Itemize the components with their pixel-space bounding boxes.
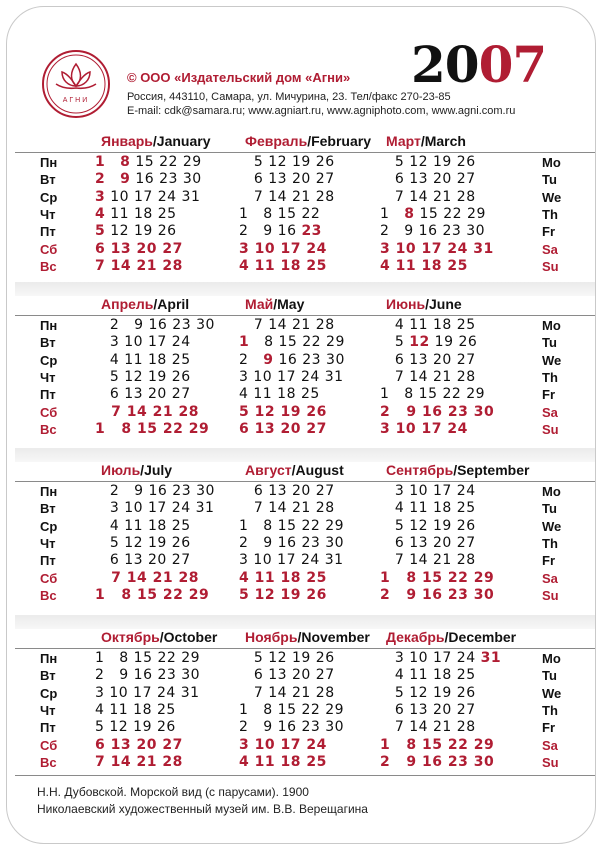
month-name-ru: Июнь	[386, 296, 426, 312]
month-title	[386, 629, 516, 645]
week-row: 3 10 17 24 31	[95, 684, 200, 701]
month-name-en: December	[448, 629, 517, 645]
day-label-ru: Ср	[40, 352, 58, 368]
section-stripe	[15, 282, 596, 296]
month-name-ru: Май	[245, 296, 274, 312]
week-row: 5 12 19 26	[253, 154, 335, 170]
day-label-en: Th	[542, 369, 558, 385]
day-label-ru: Пт	[40, 387, 56, 403]
month-name-ru: Декабрь	[386, 629, 445, 645]
week-row: 2 9 16 23 30	[380, 403, 495, 420]
week-row: 7 14 21 28	[394, 552, 476, 569]
publisher-name: © ООО «Издательский дом «Агни»	[127, 70, 351, 85]
month-separator: /	[273, 296, 278, 312]
week-row: 1 8 15 22	[239, 205, 321, 222]
calendar-card	[6, 6, 596, 844]
week-row: 7 14 21 28	[253, 188, 335, 205]
day-label-ru: Сб	[40, 241, 58, 257]
month-separator: /	[153, 296, 158, 312]
month-title	[245, 133, 371, 149]
week-row: 2 9 16 23	[239, 223, 322, 240]
day-label-en: Su	[542, 421, 559, 437]
week-row: 3 10 17 24	[394, 483, 476, 499]
day-label-en: Su	[542, 587, 559, 603]
month-name-ru: Март	[386, 133, 421, 149]
day-label-en: Fr	[542, 553, 555, 569]
week-row: 4 11 18 25	[394, 500, 476, 517]
day-label-en: Mo	[542, 155, 561, 170]
day-label-en: Th	[542, 535, 558, 551]
month-name-en: January	[156, 133, 211, 149]
week-row: 2 9 16 23 30	[95, 667, 201, 684]
month-title	[101, 462, 172, 478]
day-label-ru: Пт	[40, 224, 56, 240]
day-label-en: Tu	[542, 335, 557, 351]
month-name-ru: Апрель	[101, 296, 154, 312]
day-label-ru: Ср	[40, 518, 58, 534]
month-separator: /	[425, 296, 429, 312]
day-label-en: Sa	[542, 241, 558, 257]
month-separator: /	[307, 133, 312, 149]
month-name-en: October	[163, 629, 218, 645]
month-name-ru: Октябрь	[101, 629, 160, 645]
month-title	[245, 629, 370, 645]
holiday-date: 9	[263, 351, 274, 368]
week-row: 6 13 20 27	[253, 483, 335, 499]
holiday-date: 9	[120, 171, 131, 188]
month-name-en: April	[157, 296, 190, 312]
day-label-en: Tu	[542, 501, 557, 517]
day-label-en: Fr	[542, 387, 555, 403]
day-label-en: Sa	[542, 404, 558, 420]
week-row: 6 13 20 27	[394, 701, 476, 718]
month-separator: /	[444, 629, 449, 645]
week-row: 3 10 17 24	[380, 420, 468, 437]
day-label-ru: Вт	[40, 501, 56, 517]
week-row: 4 11 18 25	[239, 753, 327, 770]
week-row: 6 13 20 27	[394, 534, 476, 551]
week-row: 3 10 17 24 31	[239, 552, 344, 569]
day-label-ru: Вс	[40, 258, 57, 274]
week-row: 7 14 21 28	[253, 317, 335, 333]
month-name-ru: Январь	[101, 133, 153, 149]
month-title	[386, 296, 462, 312]
day-label-ru: Вс	[40, 587, 57, 603]
month-name-en: June	[428, 296, 462, 312]
week-row: 4 11 18 25	[109, 351, 191, 368]
day-label-en: Mo	[542, 484, 561, 499]
day-label-en: Su	[542, 258, 559, 274]
week-row: 2 9 16 23 30	[109, 483, 215, 499]
week-row: 5 12 19 26	[394, 334, 478, 351]
day-label-en: We	[542, 685, 562, 701]
week-row: 3 10 17 24 31	[394, 650, 502, 666]
week-row: 3 10 17 24	[239, 240, 327, 257]
holiday-date: 23	[301, 223, 322, 240]
week-row: 6 13 20 27	[109, 552, 191, 569]
month-name-ru: Ноябрь	[245, 629, 298, 645]
day-label-en: We	[542, 518, 562, 534]
day-label-ru: Пн	[40, 651, 58, 666]
week-row: 2 9 16 23 30	[239, 351, 345, 368]
day-label-ru: Ср	[40, 685, 58, 701]
month-separator: /	[152, 133, 157, 149]
day-label-en: Mo	[542, 318, 561, 333]
holiday-date: 4	[239, 753, 250, 770]
week-row: 4 11 18 25	[394, 317, 476, 333]
day-label-ru: Сб	[40, 737, 58, 753]
week-row: 1 8 15 22 29	[380, 386, 486, 403]
day-label-ru: Вт	[40, 172, 56, 188]
day-label-en: Tu	[542, 172, 557, 188]
week-row: 5 12 19 26	[239, 403, 327, 420]
day-label-en: We	[542, 189, 562, 205]
month-name-en: July	[144, 462, 173, 478]
week-row: 7 14 21 28	[95, 753, 183, 770]
week-row: 6 13 20 27	[253, 171, 335, 188]
week-row: 7 14 21 28	[394, 368, 476, 385]
week-row: 2 9 16 23 30	[239, 534, 345, 551]
section-divider	[15, 315, 596, 316]
day-label-en: Th	[542, 206, 558, 222]
month-name-ru: Август	[245, 462, 292, 478]
day-label-ru: Вт	[40, 335, 56, 351]
week-row: 2 9 16 23 30	[380, 753, 495, 770]
week-row: 3 10 17 24 31	[380, 240, 494, 257]
month-title	[386, 462, 529, 478]
week-row: 7 14 21 28	[111, 403, 199, 420]
day-label-ru: Пн	[40, 318, 58, 333]
year-part-1: 20	[411, 35, 479, 94]
month-name-en: March	[424, 133, 466, 149]
week-row: 4 11 18 25	[239, 386, 320, 403]
week-row: 7 14 21 28	[95, 257, 183, 274]
week-row: 3 10 17 24	[109, 334, 191, 351]
day-label-en: Th	[542, 702, 558, 718]
week-row: 5 12 19 26	[239, 586, 327, 603]
holiday-date: 1	[239, 334, 250, 351]
lotus-logo-icon	[40, 48, 112, 120]
week-row: 1 8 15 22 29	[95, 420, 210, 437]
week-row: 2 9 16 23 30	[95, 171, 202, 188]
week-row: 2 9 16 23 30	[380, 223, 486, 240]
holiday-date: 2	[95, 171, 106, 188]
month-separator: /	[453, 462, 458, 478]
month-title	[245, 296, 304, 312]
week-row: 5 12 19 26	[394, 517, 476, 534]
month-name-en: November	[301, 629, 370, 645]
week-row: 5 12 19 26	[95, 719, 176, 736]
year-part-2: 07	[478, 35, 547, 94]
day-label-ru: Чт	[40, 535, 56, 551]
week-row: 4 11 18 25	[239, 569, 327, 586]
day-label-ru: Пт	[40, 553, 56, 569]
week-row: 4 11 18 25	[95, 205, 177, 222]
section-divider	[15, 648, 596, 649]
month-separator: /	[291, 462, 296, 478]
day-label-ru: Вс	[40, 421, 57, 437]
month-title	[245, 462, 344, 478]
week-row: 6 13 20 27	[95, 736, 183, 753]
month-name-en: February	[311, 133, 371, 149]
week-row: 4 11 18 25	[380, 257, 468, 274]
day-label-ru: Чт	[40, 206, 56, 222]
week-row: 5 12 19 26	[253, 650, 335, 666]
holiday-date: 8	[120, 154, 131, 170]
day-label-ru: Чт	[40, 702, 56, 718]
month-title	[101, 629, 217, 645]
week-row: 6 13 20 27	[394, 171, 476, 188]
week-row: 2 9 16 23 30	[109, 317, 215, 333]
week-row: 4 11 18 25	[239, 257, 327, 274]
day-label-en: Mo	[542, 651, 561, 666]
holiday-date: 12	[409, 334, 430, 351]
week-row: 5 12 19 26	[109, 368, 191, 385]
month-title	[101, 296, 189, 312]
week-row: 2 9 16 23 30	[380, 586, 495, 603]
day-label-en: We	[542, 352, 562, 368]
week-row: 7 14 21 28	[253, 500, 335, 517]
day-label-en: Su	[542, 754, 559, 770]
week-row: 5 12 19 26	[394, 154, 476, 170]
week-row: 5 12 19 26	[109, 534, 191, 551]
svg-text:АГНИ: АГНИ	[62, 97, 90, 104]
week-row: 4 11 18 25	[394, 667, 476, 684]
month-separator: /	[140, 462, 145, 478]
section-stripe	[15, 448, 596, 462]
holiday-date: 5	[95, 223, 106, 240]
week-row: 1 8 15 22 29	[380, 736, 495, 753]
week-row: 7 14 21 28	[394, 188, 476, 205]
day-label-ru: Пн	[40, 155, 58, 170]
week-row: 4 11 18 25	[109, 517, 191, 534]
holiday-date: 31	[480, 650, 502, 666]
section-divider	[15, 152, 596, 153]
section-divider	[15, 481, 596, 482]
week-row: 5 12 19 26	[95, 223, 177, 240]
museum-caption: Николаевский художественный музей им. В.В. Верещагина	[37, 802, 368, 816]
week-row: 6 13 20 27	[239, 420, 327, 437]
week-row: 3 10 17 24 31	[95, 188, 201, 205]
week-row: 4 11 18 25	[95, 701, 176, 718]
day-label-ru: Чт	[40, 369, 56, 385]
publisher-contacts: E-mail: cdk@samara.ru; www.agniart.ru, www.agniphoto.com, www.agni.com.ru	[127, 105, 516, 117]
day-label-ru: Сб	[40, 404, 58, 420]
week-row: 3 10 17 24 31	[239, 368, 344, 385]
day-label-ru: Вт	[40, 668, 56, 684]
holiday-date: 8	[404, 205, 415, 222]
holiday-date: 4	[95, 205, 106, 222]
day-label-en: Sa	[542, 570, 558, 586]
day-label-en: Sa	[542, 737, 558, 753]
week-row: 1 8 15 22 29	[380, 569, 495, 586]
week-row: 3 10 17 24	[239, 736, 327, 753]
month-title	[386, 133, 466, 149]
week-row: 7 14 21 28	[253, 684, 335, 701]
day-label-ru: Пн	[40, 484, 58, 499]
month-name-en: May	[277, 296, 305, 312]
month-name-ru: Июль	[101, 462, 141, 478]
week-row: 3 10 17 24 31	[109, 500, 215, 517]
week-row: 1 8 15 22 29	[95, 650, 201, 666]
day-label-en: Fr	[542, 224, 555, 240]
month-name-en: August	[295, 462, 344, 478]
week-row: 6 13 20 27	[109, 386, 191, 403]
day-label-ru: Сб	[40, 570, 58, 586]
week-row: 5 12 19 26	[394, 684, 476, 701]
holiday-date: 7	[95, 257, 106, 274]
week-row: 1 8 15 22 29	[239, 334, 345, 351]
week-row: 1 8 15 22 29	[239, 701, 345, 718]
month-separator: /	[159, 629, 164, 645]
week-row: 1 8 15 22 29	[380, 205, 486, 222]
day-label-ru: Ср	[40, 189, 58, 205]
month-name-en: September	[457, 462, 530, 478]
week-row: 1 8 15 22 29	[95, 154, 202, 170]
month-name-ru: Сентябрь	[386, 462, 454, 478]
week-row: 6 13 20 27	[95, 240, 183, 257]
month-separator: /	[420, 133, 425, 149]
year-title	[411, 37, 564, 93]
day-label-ru: Вс	[40, 754, 57, 770]
week-row: 7 14 21 28	[111, 569, 199, 586]
day-label-ru: Пт	[40, 720, 56, 736]
footer-divider	[15, 775, 596, 776]
day-label-en: Tu	[542, 668, 557, 684]
week-row: 6 13 20 27	[253, 667, 335, 684]
week-row: 6 13 20 27	[394, 351, 476, 368]
week-row: 7 14 21 28	[394, 719, 476, 736]
week-row: 1 8 15 22 29	[239, 517, 345, 534]
week-row: 1 8 15 22 29	[95, 586, 210, 603]
month-separator: /	[297, 629, 302, 645]
day-label-en: Fr	[542, 720, 555, 736]
week-row: 2 9 16 23 30	[239, 719, 345, 736]
month-title	[101, 133, 210, 149]
publisher-address: Россия, 443110, Самара, ул. Мичурина, 23. Тел/факс 270-23-85	[127, 91, 451, 103]
holiday-date: 1	[95, 154, 106, 170]
holiday-date: 3	[95, 188, 106, 205]
artwork-caption: Н.Н. Дубовской. Морской вид (с парусами). 1900	[37, 785, 309, 799]
section-stripe	[15, 615, 596, 629]
month-name-ru: Февраль	[245, 133, 308, 149]
